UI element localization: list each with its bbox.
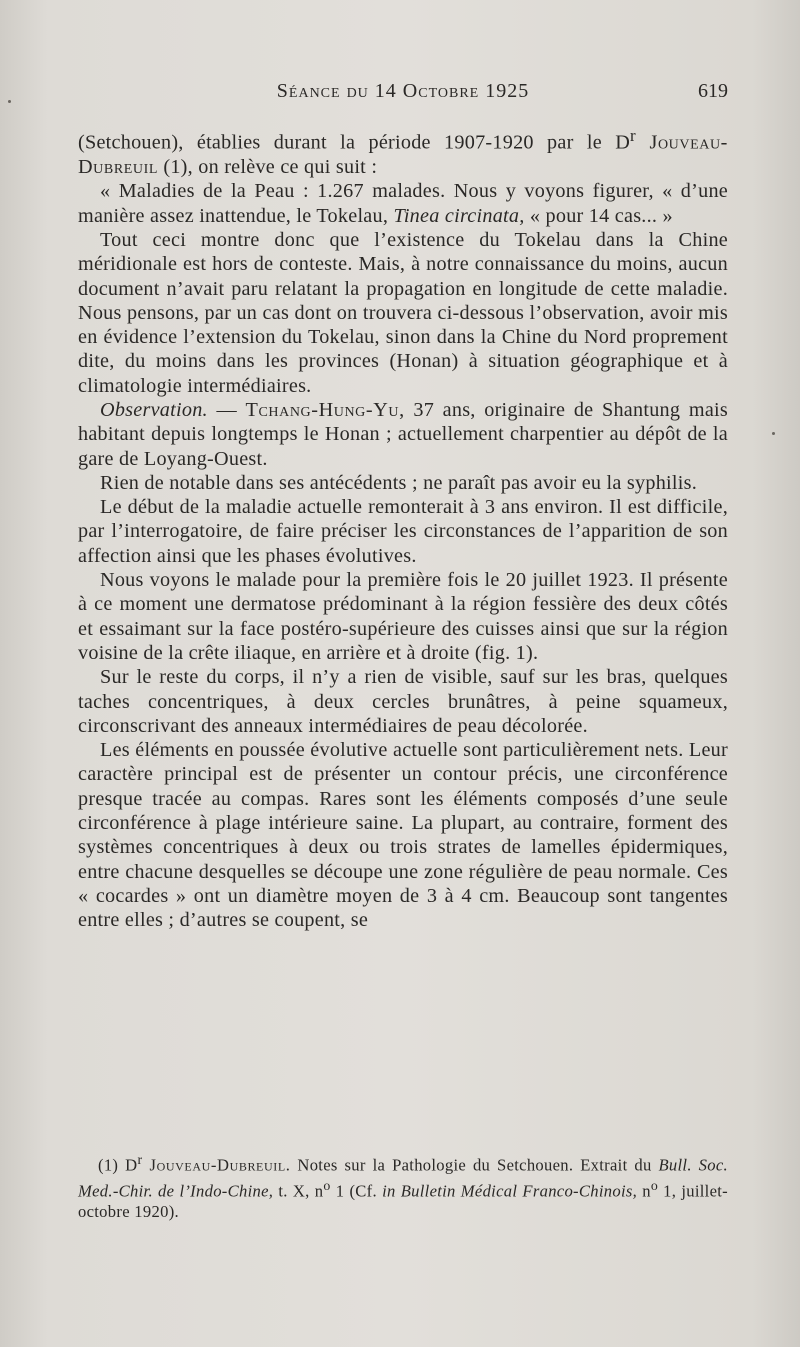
paragraph: « Maladies de la Peau : 1.267 malades. Nous y voyons figurer, « d’une manière assez inattendue, le Tokelau, Tinea circinata, « pour 14 cas... » — [78, 180, 728, 227]
paragraph: Rien de notable dans ses antécédents ; ne paraît pas avoir eu la syphilis. — [100, 471, 698, 494]
observation-label: Observation. — [100, 399, 208, 421]
paragraph: Observation. — Tchang-Hung-Yu, 37 ans, originaire de Shantung mais habitant depuis longtemps le Honan ; actuellement charpentier au dépôt de la gare de Loyang-Ouest. — [78, 399, 728, 470]
patient-name: Tchang-Hung-Yu, — [245, 399, 405, 421]
paragraph: Le début de la maladie actuelle remonterait à 3 ans environ. Il est difficile, par l’interrogatoire, de faire préciser les circonstances de l’apparition de son affection ainsi que les phases évolutives. — [78, 496, 728, 567]
running-head-title: Séance du 14 Octobre 1925 — [276, 80, 530, 102]
paragraph: Les éléments en poussée évolutive actuelle sont particulièrement nets. Leur caractère principal est de présenter un contour précis, une circonférence presque tracée au compas. Rares sont les éléments composés d’une seule circonférence à plage intérieure saine. La plupart, au contraire, forment des systèmes concentriques à deux ou trois strates de lamelles épidermiques, entre chacune desquelles se découpe une zone régulière de peau normale. Ces « cocardes » ont un diamètre moyen de 3 à 4 cm. Beaucoup sont tangentes entre elles ; d’autres se coupent, se — [78, 739, 728, 932]
running-head — [78, 80, 728, 110]
footnote: (1) $D^r$ Jouveau-Dubreuil. Notes sur la Pathologie du Setchouen. Extrait du Bull. Soc. Med.-Chir. de l’Indo-Chine, t. X, $n^o$ 1 (Cf. in Bulletin Médical Franco-Chinois, $n^o$ 1, juillet-octobre 1920). — [78, 1152, 728, 1222]
body-text — [78, 124, 728, 933]
paragraph: Sur le reste du corps, il n’y a rien de visible, sauf sur les bras, quelques taches concentriques, à deux cercles brunâtres, à peine squameux, circonscrivant des anneaux intermédiaires de peau décolorée. — [78, 666, 728, 737]
paragraph: Nous voyons le malade pour la première fois le 20 juillet 1923. Il présente à ce moment une dermatose prédominant à la région fessière des deux côtés et essaimant sur la face postéro-supérieure des cuisses ainsi que sur la région voisine de la crête iliaque, en arrière et à droite (fig. 1). — [78, 569, 728, 664]
author-name: Jouveau-Dubreuil — [78, 131, 728, 179]
page-number: 619 — [698, 80, 728, 102]
paragraph: Tout ceci montre donc que l’existence du Tokelau dans la Chine méridionale est hors de conteste. Mais, à notre connaissance du moins, aucun document n’avait paru relatant la propagation en longitude de cette maladie. Nous pensons, par un cas dont on trouvera ci-dessous l’observation, avoir mis en évidence l’extension du Tokelau, sinon dans la Chine du Nord proprement dite, du moins dans les provinces (Honan) à situation géographique et à climatologie intermédiaires. — [78, 228, 728, 397]
print-speck — [772, 432, 775, 435]
paragraph: (Setchouen), établies durant la période 1907-1920 par le $D^r$ Jouveau-Dubreuil (1), on relève ce qui suit : — [78, 126, 728, 179]
print-speck — [8, 100, 11, 103]
